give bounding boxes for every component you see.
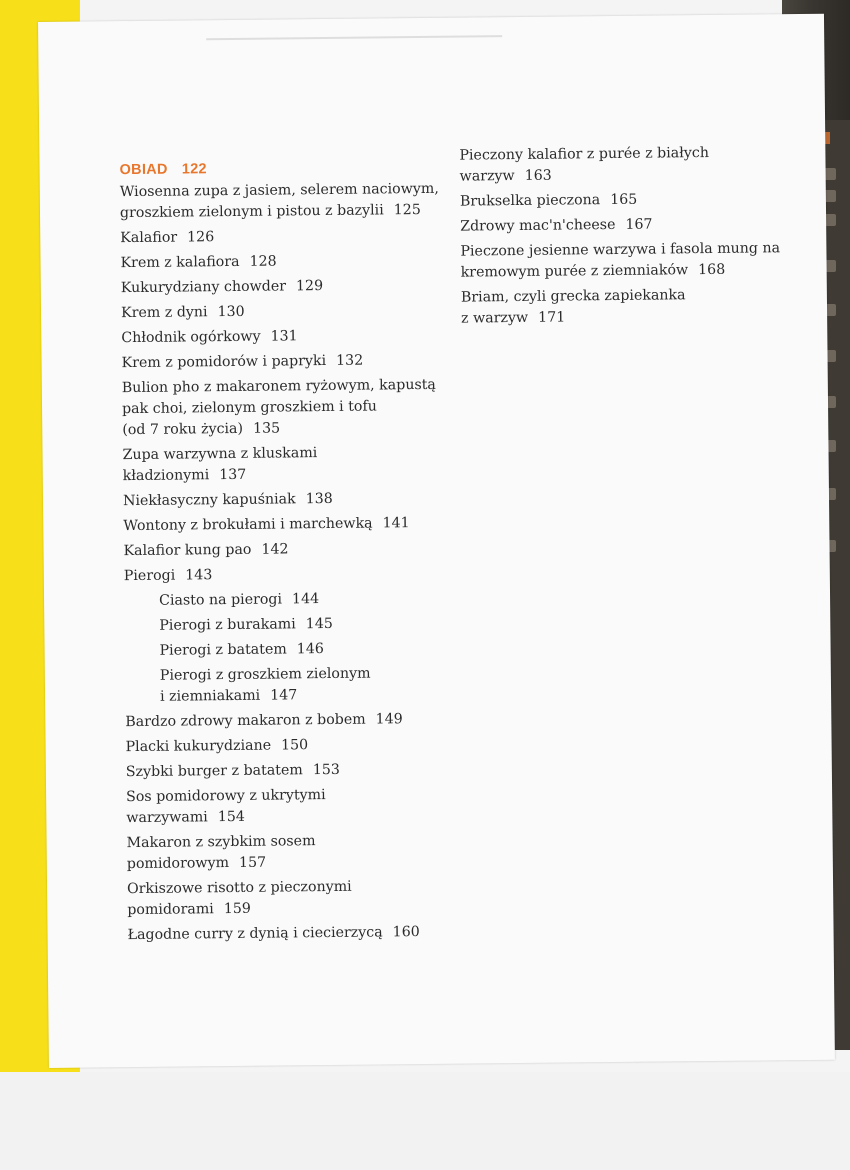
toc-page-number: 125 bbox=[393, 202, 421, 219]
toc-entry-text: Pierogi z burakami bbox=[159, 616, 296, 634]
toc-entry-text: kładzionymi bbox=[122, 467, 210, 485]
toc-entry-text: (od 7 roku życia) bbox=[122, 420, 244, 439]
toc-subentry bbox=[159, 638, 454, 662]
toc-entry-text: Ciasto na pierogi bbox=[158, 591, 283, 609]
toc-entry-text: Brukselka pieczona bbox=[459, 192, 601, 210]
toc-entry-text: groszkiem zielonym i pistou z bazylii bbox=[119, 202, 384, 222]
toc-entry bbox=[121, 350, 451, 374]
toc-page-number: 141 bbox=[382, 515, 410, 532]
toc-right-column bbox=[459, 142, 791, 333]
toc-entry bbox=[120, 250, 450, 274]
toc-subentry bbox=[159, 613, 454, 637]
toc-entry bbox=[461, 284, 791, 329]
toc-entry-text: Łagodne curry z dynią i ciecierzycą bbox=[127, 924, 383, 944]
toc-entry-text: Sos pomidorowy z ukrytymi bbox=[126, 787, 326, 806]
toc-entry-text: Kalafior bbox=[120, 229, 178, 247]
toc-entry bbox=[120, 225, 450, 249]
toc-entry-text: Zupa warzywna z kluskami bbox=[122, 445, 318, 464]
toc-page-number: 165 bbox=[610, 191, 638, 209]
toc-entry-text: pak choi, zielonym groszkiem i tofu bbox=[121, 398, 377, 418]
toc-entry-text: Krem z dyni bbox=[120, 304, 208, 322]
toc-subentry bbox=[159, 588, 454, 612]
toc-entry-text: Briam, czyli grecka zapiekanka bbox=[460, 287, 686, 306]
page-edge-line bbox=[206, 35, 502, 40]
toc-entry-text: Placki kukurydziane bbox=[125, 737, 272, 756]
toc-entry bbox=[120, 179, 450, 224]
toc-entry bbox=[123, 488, 453, 512]
toc-entry-text: Krem z pomidorów i papryki bbox=[121, 353, 327, 372]
section-page-number: 122 bbox=[181, 161, 207, 178]
book-page bbox=[38, 14, 835, 1068]
toc-page-number: 171 bbox=[538, 309, 566, 326]
toc-left-column bbox=[119, 159, 457, 950]
toc-entry bbox=[459, 142, 789, 187]
toc-entry-text: Bulion pho z makaronem ryżowym, kapustą bbox=[121, 376, 436, 397]
toc-entry-text: warzywami bbox=[126, 809, 208, 827]
toc-entry-text: Zdrowy mac'n'cheese bbox=[460, 216, 616, 235]
toc-entry-text: i ziemniakami bbox=[159, 687, 261, 705]
toc-entry-text: kremowym purée z ziemniaków bbox=[460, 262, 689, 281]
toc-page-number: 167 bbox=[625, 216, 653, 233]
scanner-bed bbox=[0, 1072, 850, 1170]
toc-page-number: 126 bbox=[187, 229, 215, 246]
toc-page-number: 131 bbox=[270, 328, 298, 345]
toc-entry-text: Szybki burger z batatem bbox=[125, 762, 303, 781]
toc-entry-text: Kalafior kung pao bbox=[123, 541, 252, 560]
toc-entry-text: Orkiszowe risotto z pieczonymi bbox=[127, 878, 352, 898]
toc-entry-text: pomidorami bbox=[127, 901, 214, 919]
toc-entry bbox=[122, 442, 452, 487]
toc-entry-text: Pierogi bbox=[123, 567, 176, 585]
toc-entry-text: Kukurydziany chowder bbox=[120, 278, 287, 297]
toc-entry-text: Makaron z szybkim sosem bbox=[126, 833, 316, 852]
toc-entry-text: Niekłasyczny kapuśniak bbox=[122, 491, 296, 510]
toc-entry-text: Krem z kalafiora bbox=[120, 253, 240, 272]
section-title: OBIAD bbox=[119, 161, 168, 179]
toc-entry bbox=[123, 513, 453, 537]
toc-page-number: 138 bbox=[305, 490, 333, 508]
toc-entry-text: Wontony z brokułami i marchewką bbox=[123, 515, 373, 535]
toc-entry-text: Pieczony kalafior z purée z białych bbox=[459, 144, 710, 164]
toc-page-number: 168 bbox=[698, 261, 726, 279]
toc-entry-text: Pierogi z groszkiem zielonym bbox=[159, 665, 371, 684]
toc-entry bbox=[121, 275, 451, 299]
toc-subentry bbox=[160, 663, 455, 708]
toc-page-number: 143 bbox=[185, 567, 213, 584]
toc-entry bbox=[125, 709, 455, 733]
toc-page-number: 147 bbox=[270, 687, 298, 704]
toc-page-number: 146 bbox=[296, 641, 324, 658]
toc-page-number: 137 bbox=[219, 466, 247, 484]
toc-entry bbox=[125, 734, 455, 758]
toc-entry-text: Bardzo zdrowy makaron z bobem bbox=[125, 711, 366, 731]
toc-page-number: 144 bbox=[291, 591, 320, 608]
toc-entry-text: warzyw bbox=[459, 168, 515, 185]
toc-page-number: 130 bbox=[217, 303, 245, 321]
toc-entry bbox=[126, 784, 456, 829]
toc-entry bbox=[121, 325, 451, 349]
toc-page-number: 149 bbox=[375, 711, 403, 728]
section-heading bbox=[119, 159, 449, 178]
toc-entry-text: Wiosenna zupa z jasiem, selerem naciowym, bbox=[119, 180, 439, 201]
toc-page-number: 129 bbox=[295, 278, 324, 295]
toc-page-number: 135 bbox=[252, 420, 281, 437]
toc-entry bbox=[460, 238, 790, 283]
toc-entry-text: Chłodnik ogórkowy bbox=[121, 328, 261, 347]
toc-page-number: 154 bbox=[217, 808, 245, 826]
toc-page-number: 163 bbox=[524, 167, 552, 184]
toc-entry-text: pomidorowym bbox=[126, 855, 230, 873]
toc-entry bbox=[121, 300, 451, 324]
toc-entry bbox=[122, 375, 453, 441]
toc-page-number: 159 bbox=[223, 900, 251, 918]
toc-page-number: 153 bbox=[312, 761, 340, 779]
toc-entry bbox=[124, 563, 454, 587]
toc-page-number: 160 bbox=[392, 924, 420, 941]
toc-entry-text: z warzyw bbox=[461, 309, 529, 327]
toc-page-number: 142 bbox=[261, 541, 289, 558]
toc-entry bbox=[126, 830, 456, 875]
toc-page-number: 150 bbox=[280, 737, 309, 754]
toc-entry bbox=[460, 213, 790, 237]
toc-entry bbox=[126, 759, 456, 783]
toc-entry bbox=[460, 188, 790, 212]
toc-entry-text: Pierogi z batatem bbox=[159, 641, 287, 659]
toc-entry bbox=[127, 876, 457, 921]
toc-page-number: 145 bbox=[305, 615, 333, 633]
toc-page-number: 157 bbox=[238, 854, 267, 871]
toc-page-number: 128 bbox=[249, 253, 277, 270]
toc-entry-text: Pieczone jesienne warzywa i fasola mung na bbox=[460, 240, 781, 260]
toc-entry bbox=[123, 538, 453, 562]
toc-entry bbox=[127, 922, 457, 946]
toc-page-number: 132 bbox=[336, 352, 364, 369]
